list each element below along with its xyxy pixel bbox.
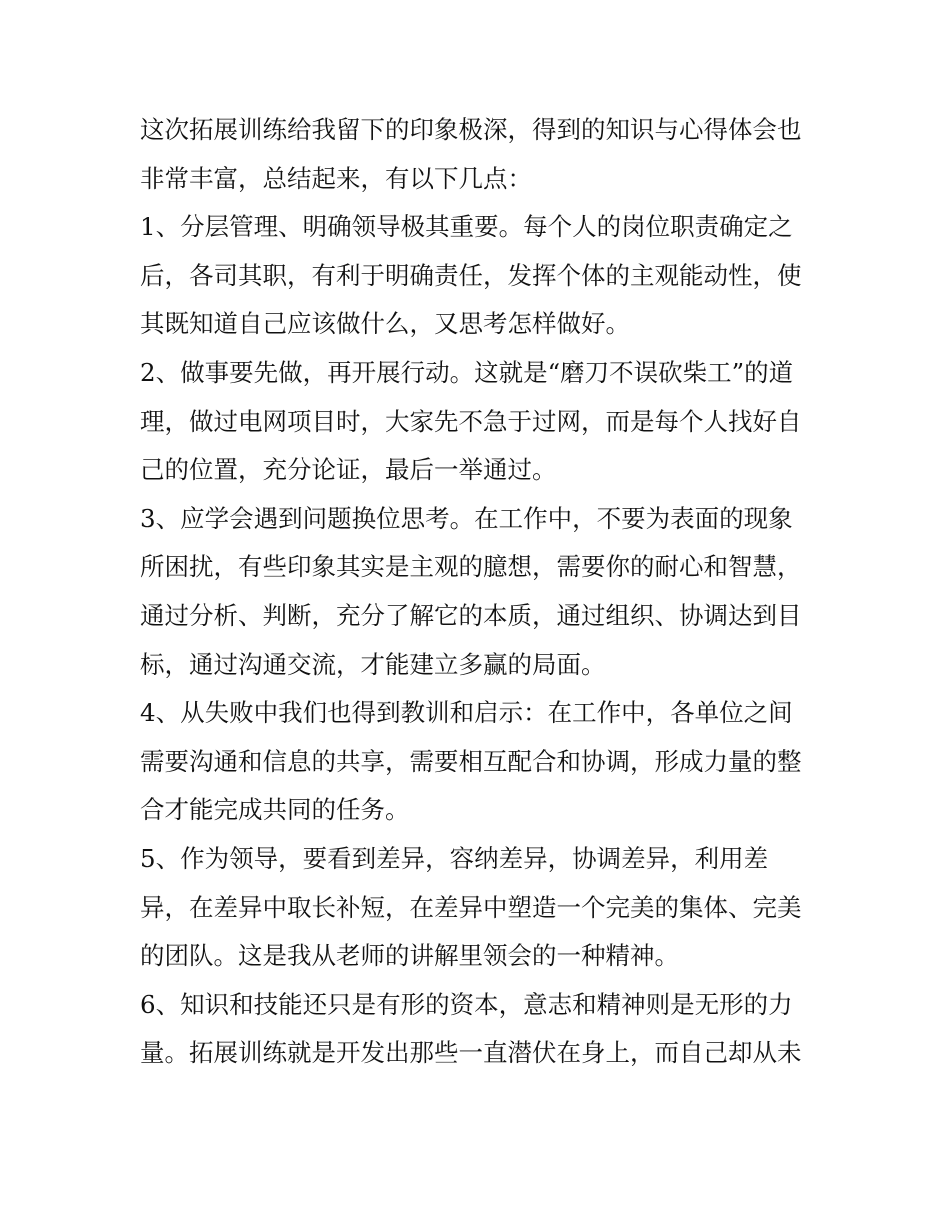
text-line-4: 后，各司其职，有利于明确责任，发挥个体的主观能动性，使: [140, 260, 802, 290]
text-line-20: 量。拓展训练就是开发出那些一直潜伏在身上，而自己却从未: [140, 1038, 802, 1068]
text-line-18: 的团队。这是我从老师的讲解里领会的一种精神。: [140, 941, 679, 971]
text-line-3: 1、分层管理、明确领导极其重要。每个人的岗位职责确定之: [140, 212, 793, 242]
text-line-17: 异，在差异中取长补短，在差异中塑造一个完美的集体、完美: [140, 892, 802, 922]
text-line-8: 己的位置，充分论证，最后一举通过。: [140, 455, 557, 485]
text-line-12: 标，通过沟通交流，才能建立多赢的局面。: [140, 649, 606, 679]
text-line-6: 2、做事要先做，再开展行动。这就是“磨刀不误砍柴工”的道: [140, 357, 794, 387]
text-line-5: 其既知道自己应该做什么，又思考怎样做好。: [140, 309, 630, 339]
text-line-19: 6、知识和技能还只是有形的资本，意志和精神则是无形的力: [140, 989, 793, 1019]
text-line-14: 需要沟通和信息的共享，需要相互配合和协调，形成力量的整: [140, 746, 802, 776]
text-line-11: 通过分析、判断，充分了解它的本质，通过组织、协调达到目: [140, 600, 802, 630]
text-line-13: 4、从失败中我们也得到教训和启示：在工作中，各单位之间: [140, 698, 793, 728]
text-line-1: 这次拓展训练给我留下的印象极深，得到的知识与心得体会也: [140, 115, 802, 144]
text-line-15: 合才能完成共同的任务。: [140, 795, 410, 825]
text-line-10: 所困扰，有些印象其实是主观的臆想，需要你的耐心和智慧，: [140, 552, 802, 582]
text-line-16: 5、作为领导，要看到差异，容纳差异，协调差异，利用差: [140, 843, 769, 873]
text-line-2: 非常丰富，总结起来，有以下几点：: [140, 163, 532, 193]
text-line-9: 3、应学会遇到问题换位思考。在工作中，不要为表面的现象: [140, 503, 793, 533]
document-body: [140, 106, 816, 1078]
text-line-7: 理，做过电网项目时，大家先不急于过网，而是每个人找好自: [140, 406, 802, 436]
